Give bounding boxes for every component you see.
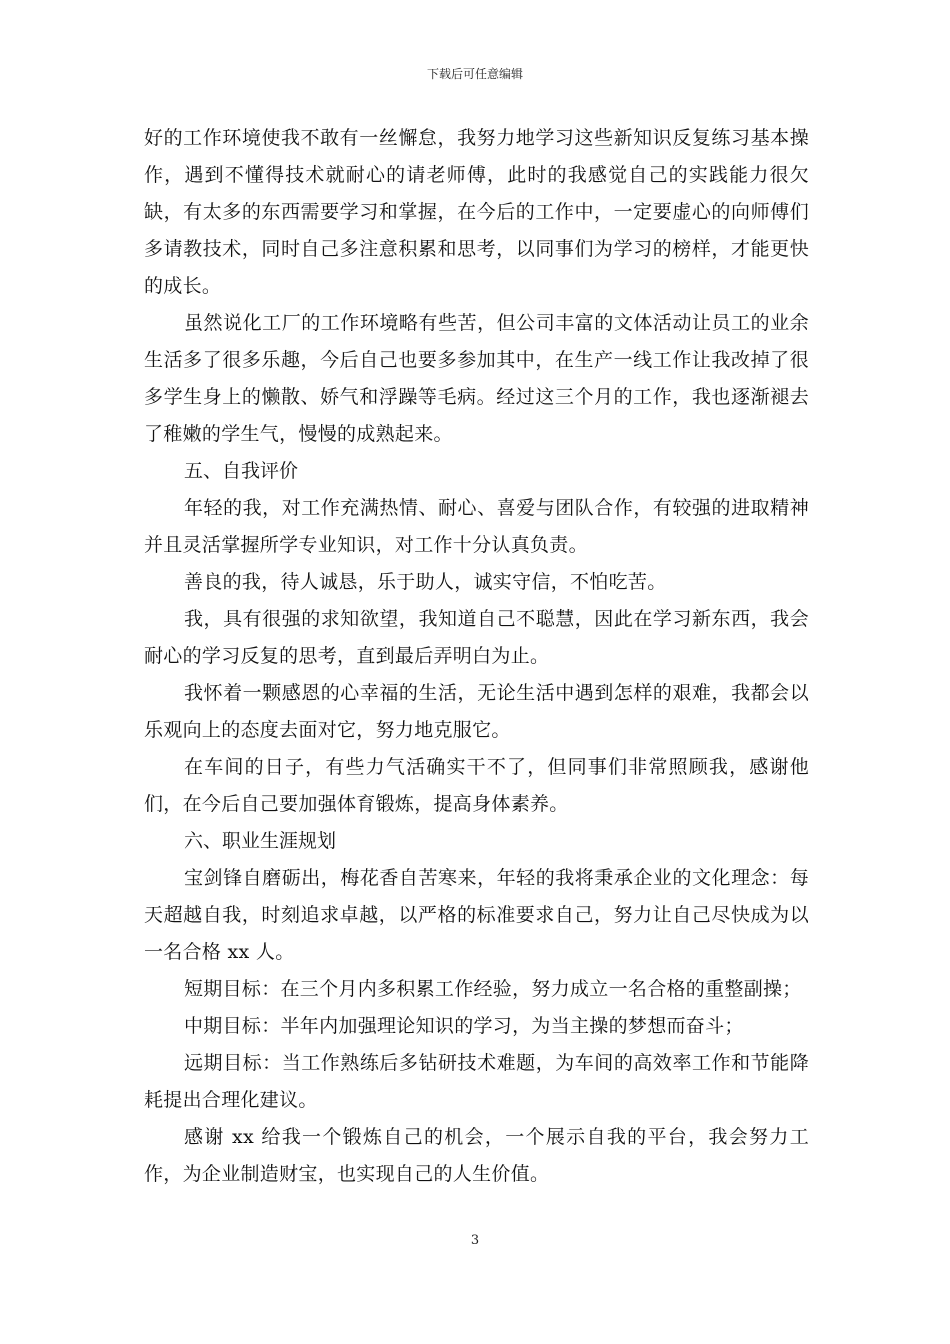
page-number: 3 bbox=[470, 1233, 480, 1248]
paragraph: 我怀着一颗感恩的心幸福的生活，无论生活中遇到怎样的艰难，我都会以乐观向上的态度去面对它，努力地克服它。 bbox=[144, 682, 809, 741]
paragraph-short-term-goal: 短期目标：在三个月内多积累工作经验，努力成立一名合格的重整副操； bbox=[184, 978, 802, 1000]
paragraph-long-term-goal: 远期目标：当工作熟练后多钻研技术难题，为车间的高效率工作和节能降耗提出合理化建议。 bbox=[144, 1052, 809, 1111]
document-body bbox=[144, 120, 809, 1193]
paragraph-closing: 感谢 xx 给我一个锻炼自己的机会，一个展示自我的平台，我会努力工作，为企业制造财宝，也实现自己的人生价值。 bbox=[144, 1126, 809, 1185]
section-heading-self-evaluation: 五、自我评价 bbox=[184, 460, 299, 482]
paragraph: 在车间的日子，有些力气活确实干不了，但同事们非常照顾我，感谢他们，在今后自己要加强体育锻炼，提高身体素养。 bbox=[144, 756, 809, 815]
paragraph: 虽然说化工厂的工作环境略有些苦，但公司丰富的文体活动让员工的业余生活多了很多乐趣，今后自己也要多参加其中，在生产一线工作让我改掉了很多学生身上的懒散、娇气和浮躁等毛病。经过这三个月的工作，我也逐渐褪去了稚嫩的学生气，慢慢的成熟起来。 bbox=[144, 312, 809, 445]
paragraph-mid-term-goal: 中期目标：半年内加强理论知识的学习，为当主操的梦想而奋斗； bbox=[184, 1015, 744, 1037]
paragraph: 宝剑锋自磨砺出，梅花香自苦寒来，年轻的我将秉承企业的文化理念：每天超越自我，时刻追求卓越，以严格的标准要求自己，努力让自己尽快成为以一名合格 xx 人。 bbox=[144, 867, 809, 963]
section-heading-career-plan: 六、职业生涯规划 bbox=[184, 830, 337, 852]
paragraph: 年轻的我，对工作充满热情、耐心、喜爱与团队合作，有较强的进取精神并且灵活掌握所学专业知识，对工作十分认真负责。 bbox=[144, 497, 809, 556]
paragraph: 善良的我，待人诚恳，乐于助人，诚实守信，不怕吃苦。 bbox=[184, 571, 667, 593]
paragraph: 我，具有很强的求知欲望，我知道自己不聪慧，因此在学习新东西，我会耐心的学习反复的思考，直到最后弄明白为止。 bbox=[144, 608, 809, 667]
paragraph-continued: 好的工作环境使我不敢有一丝懈怠，我努力地学习这些新知识反复练习基本操作，遇到不懂得技术就耐心的请老师傅，此时的我感觉自己的实践能力很欠缺，有太多的东西需要学习和掌握，在今后的工作中，一定要虚心的向师傅们多请教技术，同时自己多注意积累和思考，以同事们为学习的榜样，才能更快的成长。 bbox=[144, 127, 809, 297]
page-header: 下载后可任意编辑 bbox=[426, 67, 523, 81]
